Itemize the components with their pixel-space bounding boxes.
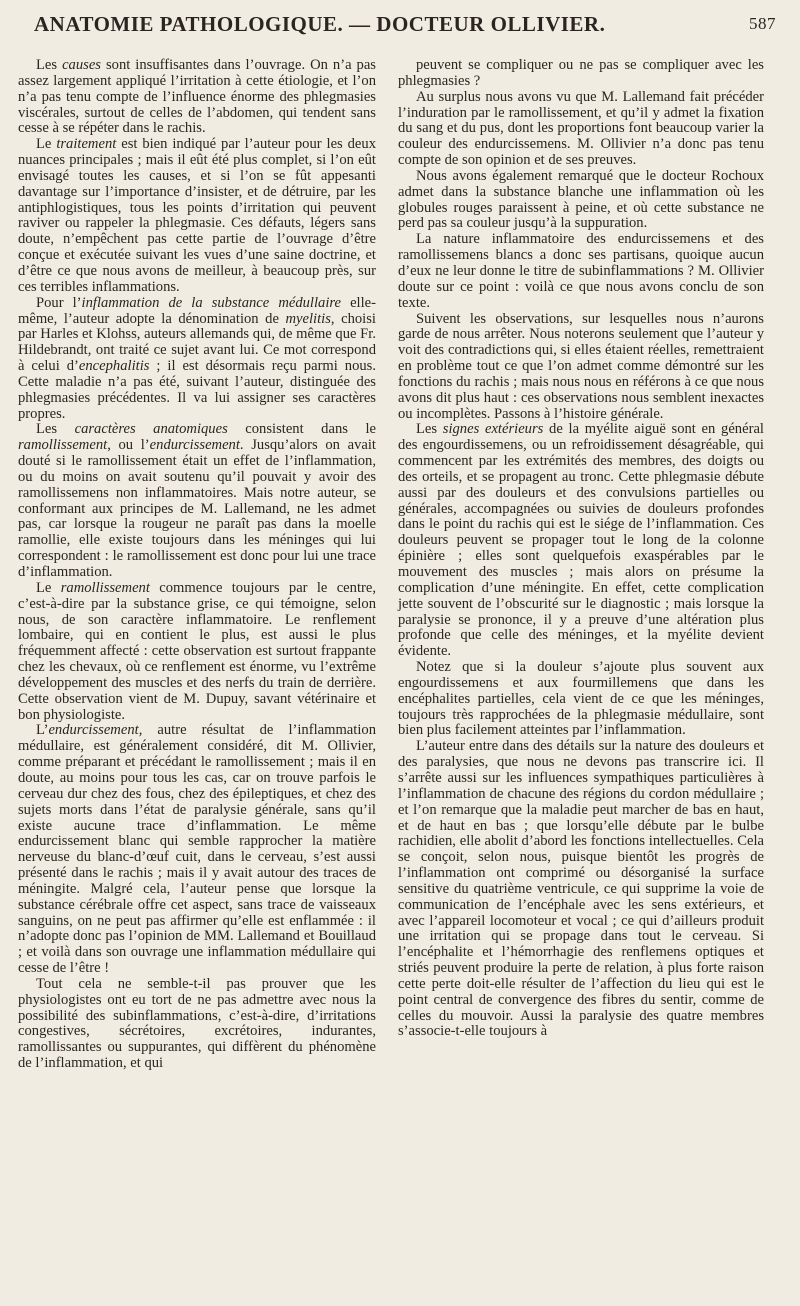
page-number: 587 xyxy=(749,14,776,33)
paragraph xyxy=(398,169,764,232)
paragraph xyxy=(398,58,764,90)
text-run: , choisi par Harles et Klohss, auteurs allemands qui, de même que Fr. Hildebrandt, ont traité ce sujet avant lui. Ce mot correspond à celui d’ xyxy=(18,310,376,375)
paragraph xyxy=(398,739,764,1040)
text-run: peuvent se compliquer ou ne pas se compliquer avec les phlegmasies ? xyxy=(398,57,764,89)
text-run: de la myélite aiguë sont en général des engourdissemens, ou un refroidissement désagréable, qui commencent par les extrémités des membres, des doigts ou des orteils, et se propagent au tronc. Cette phlegmasie débute aussi par des douleurs et des convulsions partielles ou générales, accompagnées ou suivies de douleurs profondes dans le point du rachis qui est le siége de l’inflammation. Ces douleurs peuvent se propager tout le long de la colonne épinière ; elles sont quelquefois exaspérables par le mouvement des muscles ; mais alors on présume la complication d’une méningite. En effet, cette complication jette souvent de l’obscurité sur le diagnostic ; mais lorsque la paralysie se prononce, il y a preuve d’une altération plus profonde que celle des méninges, et la myélite devient évidente. xyxy=(398,421,764,660)
text-run: , ou l’ xyxy=(107,437,150,454)
italic-term: ramollissement xyxy=(18,437,108,454)
text-run: L’ xyxy=(36,722,49,739)
text-run: elle-même, l’auteur adopte la dénomination de xyxy=(18,294,376,327)
text-run: , autre résultat de l’inflammation médullaire, est généralement considéré, dit M. Ollivier, comme préparant et précédant le ramollissement ; mais il en doute, au moins pour tous les cas, car on trouve parfois le cerveau dur chez des fous, chez des épileptiques, et chez des sujets morts dans l’état de paralysie générale, sans qu’il existe aucune trace d’inflammation. Le même endurcissement blanc qui semble rapprocher la matière nerveuse du blanc-d’œuf cuit, dans le cerveau, s’est aussi présenté dans le rachis ; mais il y avait autour des traces de méningite. Malgré cela, l’auteur pense que lorsque la substance cérébrale offre cet aspect, sans trace de vaisseaux sanguins, on ne peut pas affirmer qu’elle est enflammée : il n’adopte donc pas l’opinion de MM. Lallemand et Bouillaud ; et voilà dans son ouvrage une inflammation médullaire qui cesse de l’être ! xyxy=(18,722,376,977)
paragraph xyxy=(398,312,764,423)
text-run: L’auteur entre dans des détails sur la nature des douleurs et des paralysies, que nous ne devons pas transcrire ici. Il s’arrête aussi sur les influences sympathiques particulières à l’inflammation de chacune des régions du cordon médullaire ; et l’on remarque que la maladie peut marcher de bas en haut, et de haut en bas ; que lorsqu’elle débute par le bulbe rachidien, elle abolit d’abord les fonctions intellectuelles. Cela se conçoit, selon nous, puisque bientôt les progrès de l’inflammation ont comprimé ou désorganisé la surface sensitive du quatrième ventricule, ce qui supprime la voie de communication de l’encéphale avec les sens extérieurs, et avec l’appareil locomoteur et vocal ; ce qui d’ailleurs produit une irritation qui se propage dans tout le cerveau. Si l’encéphalite et l’hémorrhagie des renflemens optiques et striés peuvent produire la perte de relation, à plus forte raison cette perte doit-elle résulter de l’affection du lieu qui est le point central de convergence des fibres du sentir, comme de celles du mouvoir. Aussi la paralysie des quatre membres s’associe-t-elle toujours à xyxy=(398,738,764,1040)
paragraph xyxy=(398,232,764,311)
italic-term: causes xyxy=(62,57,101,73)
italic-term: traitement xyxy=(56,136,117,153)
text-run: . Jusqu’alors on avait douté si le ramollissement était un effet de l’inflammation, ou du moins on avait soutenu qu’il pouvait y avoir des ramollissemens non inflammatoires. Mais notre auteur, se conformant aux principes de M. Lallemand, ne les admet pas, car lorsque la rougeur ne paraît pas dans la moelle ramollie, elle existe toujours dans les méninges qui lui correspondent : le ramollissement est donc pour lui une trace d’inflammation. xyxy=(18,437,376,580)
text-run: Les xyxy=(36,57,63,73)
text-run: Le xyxy=(36,579,61,596)
text-run: Notez que si la douleur s’ajoute plus souvent aux engourdissemens et aux fourmillemens que dans les encéphalites partielles, cela vient de ce que les méninges, toujours très rapprochées de la phlegmasie médullaire, sont bien plus facilement atteintes par l’inflammation. xyxy=(398,659,764,739)
text-run: La nature inflammatoire des endurcissemens et des ramollissemens blancs a donc ses partisans, quoique aucun d’eux ne leur donne le titre de subinflammations ? M. Ollivier doute sur ce point : voilà ce que nous avons conclu de son texte. xyxy=(398,231,764,311)
text-run: sont insuffisantes dans l’ouvrage. On n’a pas assez largement appliqué l’irritation à cette étiologie, et l’on n’a pas tenu compte de l’influence énorme des phlegmasies viscérales, surtout de celles de l’abdomen, qui tendent sans cesse à se répéter dans le rachis. xyxy=(18,57,376,137)
paragraph xyxy=(18,723,376,977)
italic-term: endurcissement xyxy=(48,722,139,739)
running-title: ANATOMIE PATHOLOGIQUE. — DOCTEUR OLLIVIER. xyxy=(34,12,606,36)
right-text-column xyxy=(398,58,764,1040)
paragraph xyxy=(18,137,376,295)
text-run: est bien indiqué par l’auteur pour les deux nuances principales ; mais il eût été plus complet, si l’on eût envisagé toutes les causes, et si l’on se fût appesanti davantage sur l’importance d’insister, et de détruire, par les antiphlogistiques, tous les points d’irritation qui peuvent raviver ou rappeler la phlegmasie. Ces défauts, légers sans doute, n’empêchent pas cette partie de l’ouvrage d’être conçue et exécutée suivant les vues d’une saine doctrine, et d’être ce que nous avons de meilleur, à beaucoup près, sur ces terribles inflammations. xyxy=(18,136,377,295)
paragraph xyxy=(18,977,376,1072)
italic-term: inflammation de la substance médullaire xyxy=(81,294,341,311)
running-header xyxy=(34,12,776,44)
text-run: commence toujours par le centre, c’est-à-dire par la substance grise, ce qui témoigne, selon nous, de son caractère inflammatoire. Le renflement lombaire, qui en contient le plus, est aussi le plus fréquemment affecté : cette observation est surtout frappante chez les chevaux, où ce renflement est énorme, vu l’extrême développement des muscles et des nerfs du train de derrière. Cette observation vient de M. Dupuy, savant vétérinaire et bon physiologiste. xyxy=(18,579,376,723)
italic-term: endurcissement xyxy=(149,437,240,454)
left-text-column xyxy=(18,58,376,1072)
text-run: Les xyxy=(36,421,75,438)
text-run: Au surplus nous avons vu que M. Lallemand fait précéder l’induration par le ramollissement, et qu’il y admet la fixation du sang et du pus, dont les proportions font beaucoup varier la couleur des endurcissemens. M. Ollivier n’a donc pas tenu compte de son opinion et de ses preuves. xyxy=(398,88,764,169)
text-run: Les xyxy=(416,421,443,438)
text-run: Tout cela ne semble-t-il pas prouver que les physiologistes ont eu tort de ne pas admettre avec nous la possibilité des subinflammations, c’est-à-dire, d’irritations congestives, sécrétoires, excrétoires, indurantes, ramollissantes ou suppurantes, qui diffèrent du phénomène de l’inflammation, et qui xyxy=(18,975,376,1072)
text-run: consistent dans le xyxy=(227,421,376,438)
italic-term: caractères anatomiques xyxy=(74,421,228,438)
paragraph xyxy=(398,660,764,739)
text-run: Pour l’ xyxy=(36,294,82,311)
text-run: Suivent les observations, sur lesquelles nous n’aurons garde de nous arrêter. Nous noterons seulement que l’auteur y voit des contradictions qui, si elles étaient réelles, remettraient en problème tout ce que l’on admet comme démontré sur les fonctions du rachis ; mais nous nous en référons à ce que nous avons dit plus haut : ces observations nous semblent inexactes ou incomplètes. Passons à l’histoire générale. xyxy=(398,310,764,422)
text-run: ; il est désormais reçu parmi nous. Cette maladie n’a pas été, suivant l’auteur, distinguée des phlegmasies précédentes. Il va lui assigner ses caractères propres. xyxy=(18,358,376,422)
text-run: Le xyxy=(36,136,57,153)
italic-term: myelitis xyxy=(285,310,331,327)
paragraph xyxy=(18,58,376,137)
paragraph xyxy=(398,90,764,169)
paragraph xyxy=(18,296,376,423)
italic-term: signes extérieurs xyxy=(442,421,544,438)
paragraph xyxy=(18,581,376,724)
text-run: Nous avons également remarqué que le docteur Rochoux admet dans la substance blanche une inflammation où les globules rouges paraissent à peine, et où cette substance ne perd pas sa couleur jusqu’à la suppuration. xyxy=(398,167,764,232)
italic-term: ramollissement xyxy=(60,579,150,596)
paragraph xyxy=(18,422,376,580)
italic-term: encephalitis xyxy=(78,358,150,375)
paragraph xyxy=(398,422,764,660)
